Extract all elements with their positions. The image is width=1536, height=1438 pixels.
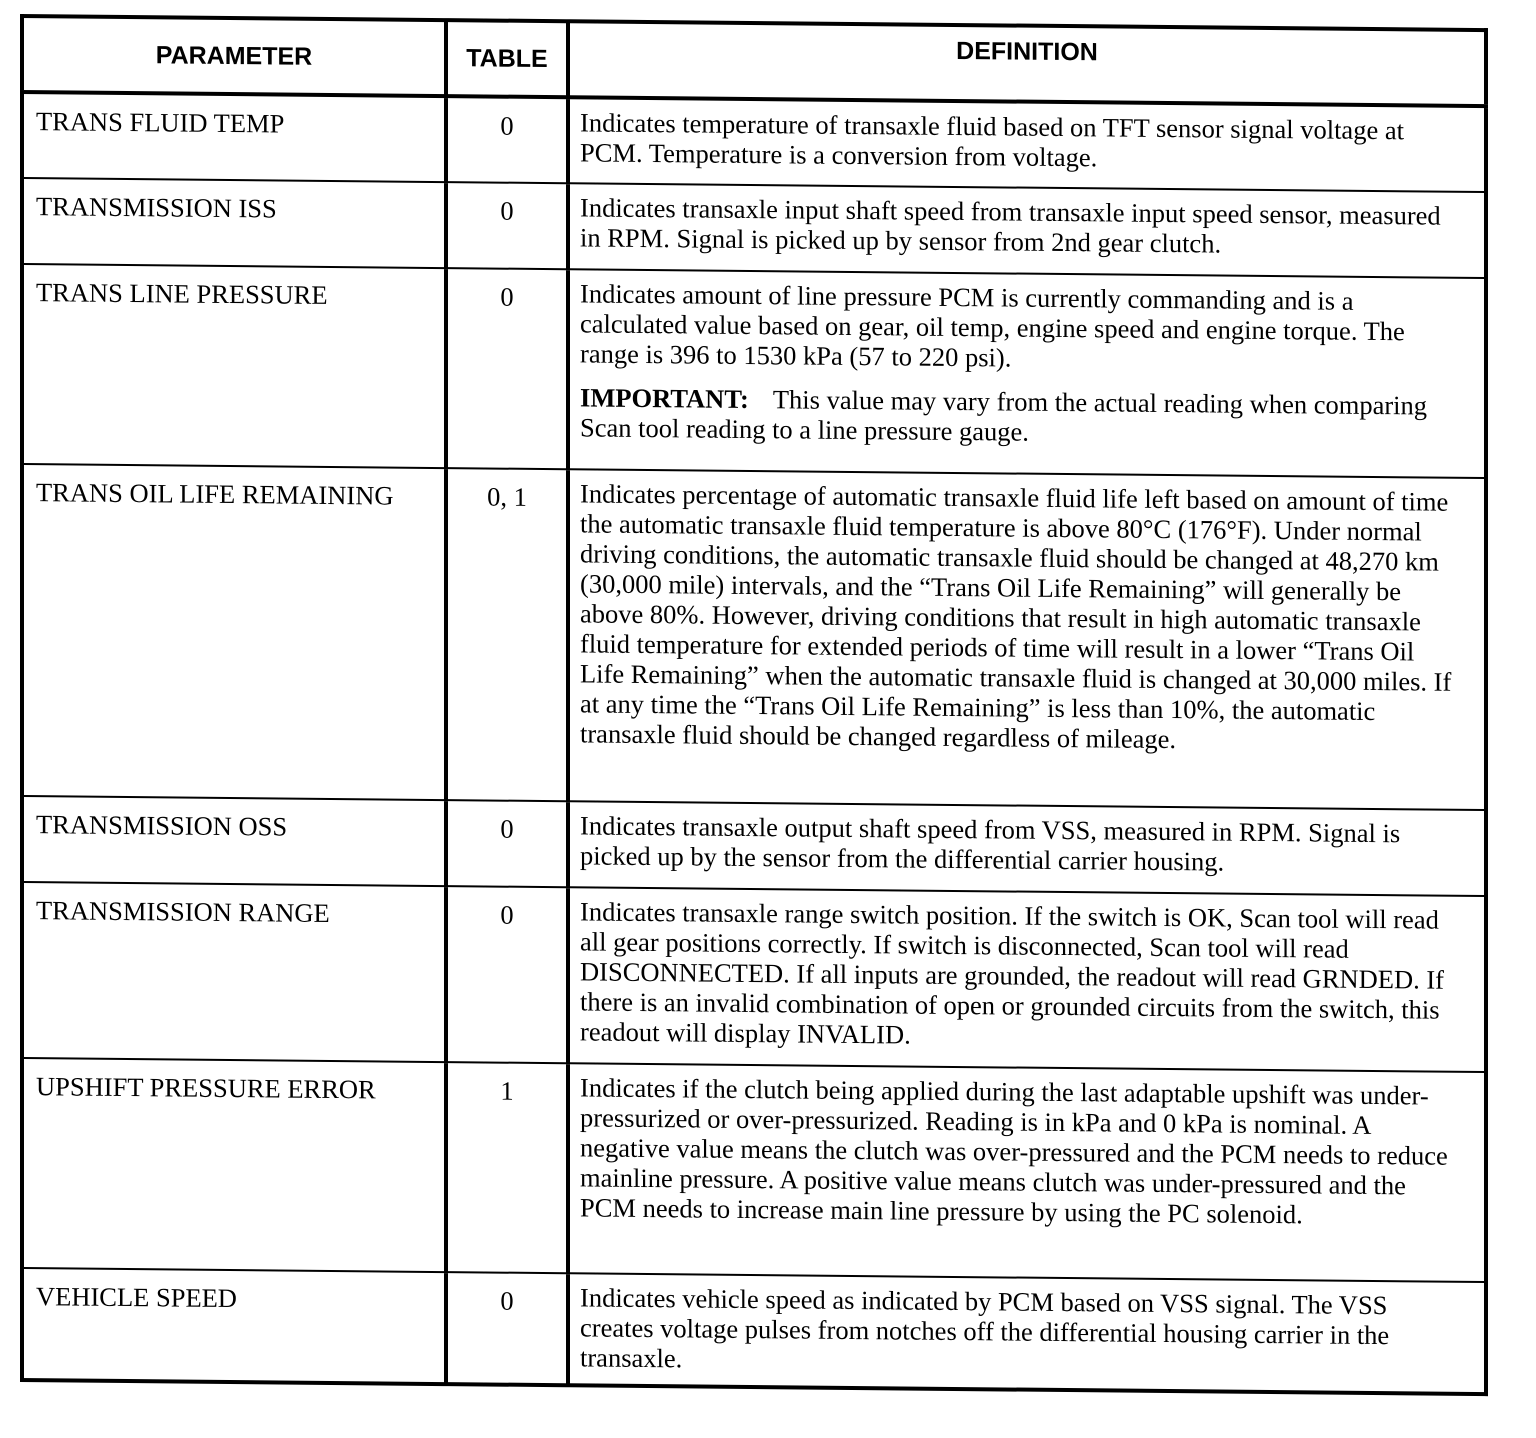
table-number-cell: 0 <box>446 800 568 887</box>
table-number-cell: 0 <box>446 886 568 1063</box>
parameter-cell: TRANSMISSION OSS <box>22 796 446 886</box>
table-number-cell: 0 <box>446 182 568 269</box>
parameter-cell: VEHICLE SPEED <box>22 1268 446 1384</box>
definition-text: Indicates if the clutch being applied during the last adaptable upshift was under-pressurized or over-pressurized. Reading is in kPa and 0 kPa is nominal. A negative value means the clutch was over-pressured and the PCM needs to reduce mainline pressure. A positive value means clutch was under-pressured and the PCM needs to increase main line pressure by using the PC solenoid. <box>580 1072 1448 1230</box>
parameter-cell: TRANS FLUID TEMP <box>22 92 446 182</box>
table-number-cell: 1 <box>446 1062 568 1273</box>
header-row <box>22 16 1486 106</box>
table-row <box>22 1058 1486 1282</box>
table-row <box>22 796 1486 896</box>
definition-cell <box>568 269 1486 478</box>
important-note-text: This value may vary from the actual reading when comparing Scan tool reading to a line pressure gauge. <box>580 384 1428 447</box>
important-note-label: IMPORTANT: <box>580 382 749 414</box>
definition-text: Indicates transaxle input shaft speed from transaxle input speed sensor, measured in RPM. Signal is picked up by sensor from 2nd gear clutch. <box>580 192 1441 259</box>
table-number-cell: 0, 1 <box>446 468 568 801</box>
table-column-header: TABLE <box>446 20 568 97</box>
definition-cell <box>568 1063 1486 1282</box>
definition-cell <box>568 183 1486 278</box>
parameter-table-container <box>20 14 1488 1396</box>
definition-text: Indicates transaxle range switch position. If the switch is OK, Scan tool will read all gear positions correctly. If switch is disconnected, Scan tool will read DISCONNECTED. If all inputs are grounded, the readout will read GRNDED. If there is an invalid combination of open or grounded circuits from the switch, this readout will display INVALID. <box>580 896 1444 1050</box>
parameter-cell: TRANSMISSION RANGE <box>22 882 446 1062</box>
parameter-cell: UPSHIFT PRESSURE ERROR <box>22 1058 446 1272</box>
definition-text: Indicates transaxle output shaft speed from VSS, measured in RPM. Signal is picked up by the sensor from the differential carrier housing. <box>580 810 1401 877</box>
table-number-cell: 0 <box>446 268 568 469</box>
table-row <box>22 264 1486 478</box>
parameter-cell: TRANS OIL LIFE REMAINING <box>22 464 446 800</box>
definition-cell <box>568 801 1486 896</box>
table-row <box>22 1268 1486 1394</box>
definition-text: Indicates temperature of transaxle fluid based on TFT sensor signal voltage at PCM. Temperature is a conversion from voltage. <box>580 107 1404 173</box>
definition-text: Indicates amount of line pressure PCM is currently commanding and is a calculated value based on gear, oil temp, engine speed and engine torque. The range is 396 to 1530 kPa (57 to 220 psi). <box>580 278 1405 373</box>
table-row <box>22 882 1486 1072</box>
table-row <box>22 178 1486 278</box>
definition-cell <box>568 887 1486 1072</box>
definition-cell <box>568 97 1486 192</box>
table-number-cell: 0 <box>446 1272 568 1385</box>
parameter-table <box>20 14 1488 1396</box>
table-number-cell: 0 <box>446 96 568 183</box>
definition-text: Indicates vehicle speed as indicated by PCM based on VSS signal. The VSS creates voltage pulses from notches off the differential housing carrier in the transaxle. <box>580 1282 1390 1374</box>
definition-text: Indicates percentage of automatic transaxle fluid life left based on amount of time the automatic transaxle fluid temperature is above 80°C (176°F). Under normal driving conditions, the automatic transaxle fluid should be changed at 48,270 km (30,000 mile) intervals, and the “Trans Oil Life Remaining” will generally be above 80%. However, driving conditions that result in high automatic transaxle fluid temperature for extended periods of time will result in a lower “Trans Oil Life Remaining” when the automatic transaxle fluid is changed at 30,000 miles. If at any time the “Trans Oil Life Remaining” is less than 10%, the automatic transaxle fluid should be changed regardless of mileage. <box>580 478 1452 755</box>
table-row <box>22 92 1486 192</box>
definition-column-header: DEFINITION <box>568 21 1486 106</box>
parameter-cell: TRANSMISSION ISS <box>22 178 446 268</box>
table-row <box>22 464 1486 810</box>
definition-cell <box>568 469 1486 810</box>
parameter-column-header: PARAMETER <box>22 16 446 96</box>
definition-cell <box>568 1273 1486 1394</box>
important-note <box>580 382 1464 450</box>
parameter-cell: TRANS LINE PRESSURE <box>22 264 446 468</box>
